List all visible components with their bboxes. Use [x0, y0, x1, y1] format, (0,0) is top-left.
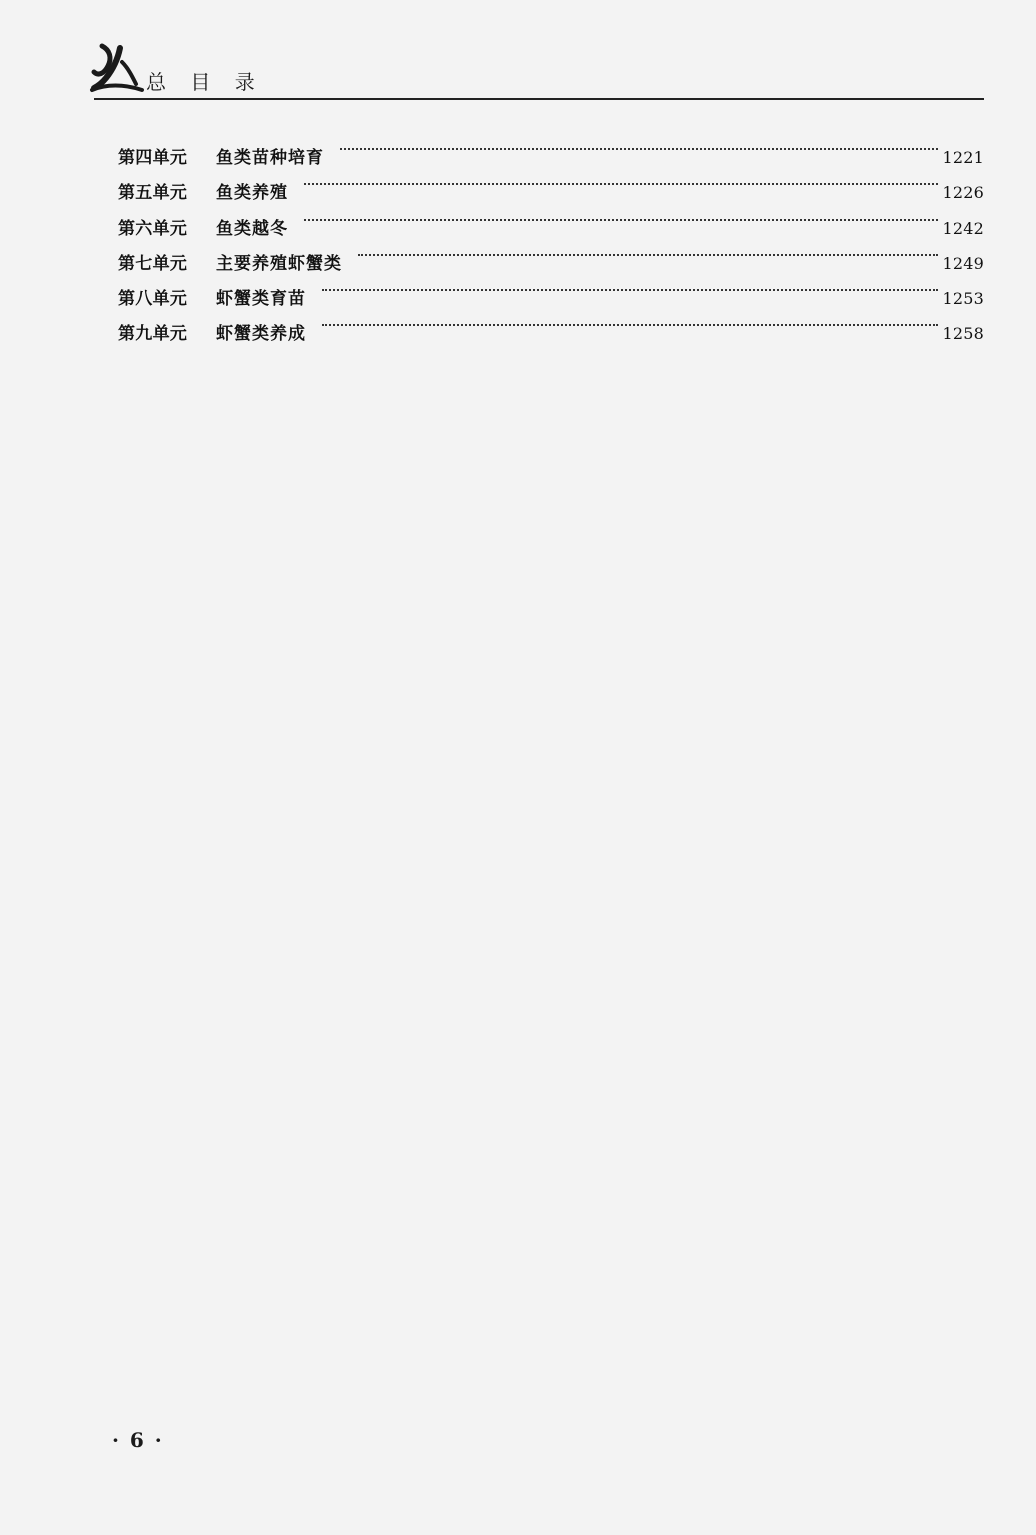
header-divider: [94, 98, 984, 100]
toc-unit-label: 第五单元: [118, 183, 188, 204]
page-number: · 6 ·: [112, 1428, 164, 1452]
toc-leader-dots: [340, 128, 942, 163]
toc-entry-title: 鱼类苗种培育: [216, 148, 324, 168]
toc-unit-label: 第七单元: [118, 253, 188, 274]
toc-page-number: 1258: [942, 324, 984, 344]
toc-leader-dots: [304, 199, 942, 234]
page-header: [88, 40, 984, 102]
toc-page-number: 1226: [942, 183, 984, 203]
toc-page-number: 1253: [942, 289, 984, 309]
toc-unit-label: 第四单元: [118, 148, 188, 168]
book-logo-icon: [88, 40, 148, 96]
toc-entry-title: 虾蟹类养成: [216, 324, 306, 345]
toc-leader-dots: [322, 304, 942, 339]
toc-entry-title: 虾蟹类育苗: [216, 289, 306, 310]
toc-entry-title: 主要养殖虾蟹类: [216, 253, 342, 274]
toc-unit-label: 第八单元: [118, 289, 188, 310]
header-title: 总 目 录: [146, 70, 264, 94]
toc-entry[interactable]: [118, 128, 984, 168]
toc-leader-dots: [322, 269, 942, 304]
table-of-contents: [118, 128, 984, 345]
toc-unit-label: 第九单元: [118, 324, 188, 345]
toc-page-number: 1249: [942, 253, 984, 273]
toc-page-number: 1242: [942, 218, 984, 238]
toc-page-number: 1221: [942, 148, 984, 167]
toc-unit-label: 第六单元: [118, 218, 188, 239]
toc-entry-title: 鱼类越冬: [216, 218, 288, 239]
toc-entry-title: 鱼类养殖: [216, 183, 288, 204]
toc-leader-dots: [304, 163, 942, 198]
toc-leader-dots: [358, 234, 942, 269]
